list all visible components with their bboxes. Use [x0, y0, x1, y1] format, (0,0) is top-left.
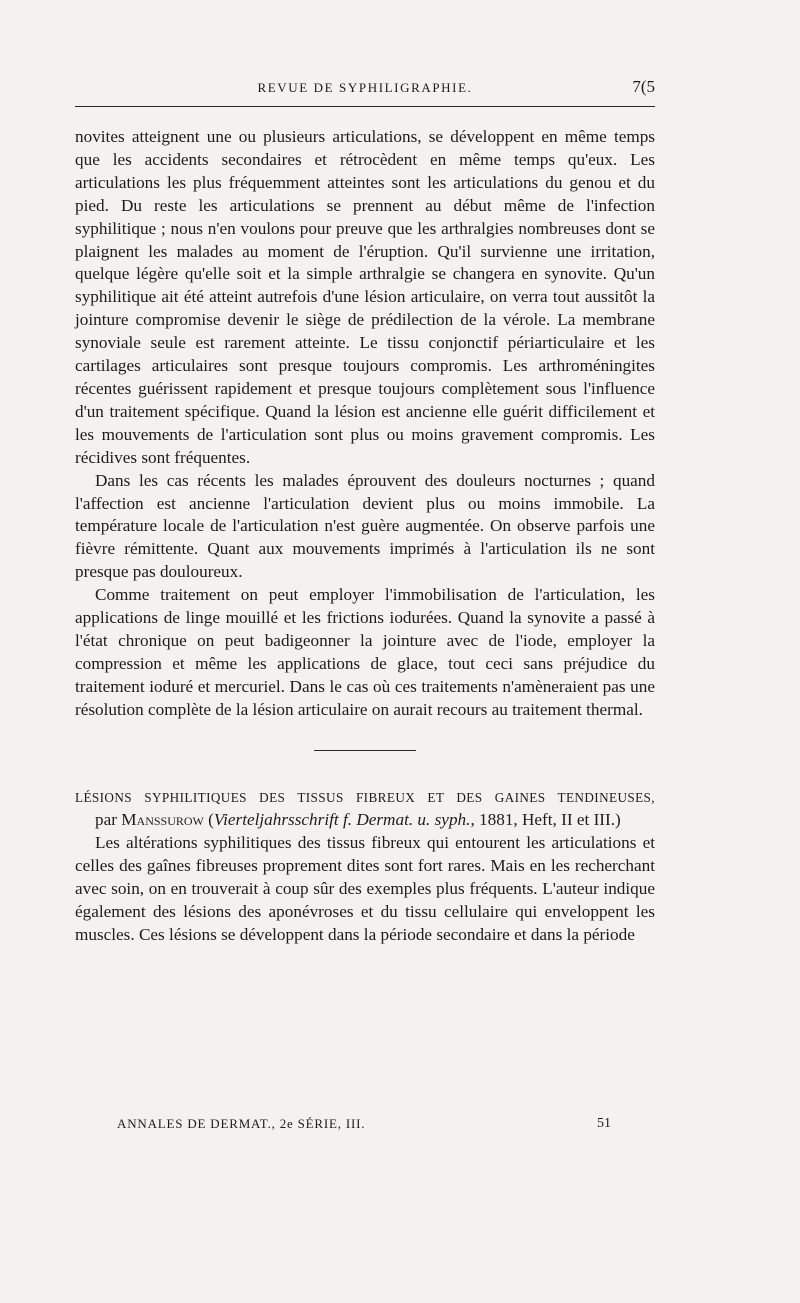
byline-prefix: par: [95, 810, 122, 830]
running-title: REVUE DE SYPHILIGRAPHIE.: [257, 80, 473, 95]
footer-signature: ANNALES DE DERMAT., 2e SÉRIE, III.: [117, 1116, 366, 1131]
article-heading: [75, 787, 655, 833]
sheet-number: 51: [597, 1116, 611, 1131]
source-open: (: [203, 810, 214, 830]
paragraph: Comme traitement on peut employer l'immobilisation de l'articulation, les applications de linge mouillé et les frictions iodurées. Quand la synovite a passé à l'état chronique on peut badigeonner la jointure avec de l'iode, employer la compression et même les applications de glace, tout ceci sans préjudice du traitement ioduré et mercuriel. Dans le cas où ces traitements n'amèneraient pas une résolution complète de la lésion articulaire on aurait recours au traitement thermal.: [75, 585, 655, 719]
paragraph: Dans les cas récents les malades éprouvent des douleurs nocturnes ; quand l'affection est ancienne l'articulation devient plus ou moins immobile. La température locale de l'articulation n'est guère augmentée. On observe parfois une fièvre rémittente. Quant aux mouvements imprimés à l'articulation ils ne sont presque pas douloureux.: [75, 470, 655, 582]
article-byline: [75, 809, 655, 832]
paragraph: novites atteignent une ou plusieurs articulations, se développent en même temps que les accidents secondaires et rétrocèdent en même temps qu'eux. Les articulations les plus fréquemment atteintes sont les articulations du genou et du pied. Du reste les articulations se prennent au début même de l'infection syphilitique ; nous n'en voulons pour preuve que les arthralgies nombreuses dont se plaignent les malades au moment de l'éruption. Qu'il survienne une irritation, quelque légère qu'elle soit et la simple arthralgie se changera en synovite. Qu'un syphilitique ait été atteint autrefois d'une lésion articulaire, on verra tout aussitôt la jointure compromise devenir le siège de prédilection de la vérole. La membrane synoviale seule est rarement atteinte. Le tissu conjonctif périarticulaire et les cartilages articulaires sont presque toujours compromis. Les arthroméningites récentes guérissent rapidement et presque toujours complètement sous l'influence d'un traitement spécifique. Quand la lésion est ancienne elle guérit difficilement et les mouvements de l'articulation sont plus ou moins gravement compromis. Les récidives sont fréquentes.: [75, 127, 655, 467]
article-title: LÉSIONS SYPHILITIQUES DES TISSUS FIBREUX ET DES GAINES TENDINEUSES,: [75, 789, 655, 805]
header-rule: [75, 106, 655, 107]
journal-title: Vierteljahrsschrift f. Dermat. u. syph.: [213, 810, 471, 830]
running-head: [75, 77, 655, 100]
page-footer: [75, 1116, 655, 1136]
body-text: [75, 126, 655, 947]
paragraph: Les altérations syphilitiques des tissus fibreux qui entourent les articulations et celles des gaînes fibreuses proprement dites sont fort rares. Mais en les recherchant avec soin, on en trouverait à coup sûr des exemples plus fréquents. L'auteur indique également des lésions des aponévroses et du tissu cellulaire qui enveloppent les muscles. Ces lésions se développent dans la période secondaire et dans la période: [75, 833, 655, 944]
source-details: , 1881, Heft, II et III.): [470, 810, 621, 830]
author-name: Manssurow: [121, 810, 204, 830]
page-number: 7(5: [632, 77, 655, 96]
section-separator: [314, 750, 416, 751]
